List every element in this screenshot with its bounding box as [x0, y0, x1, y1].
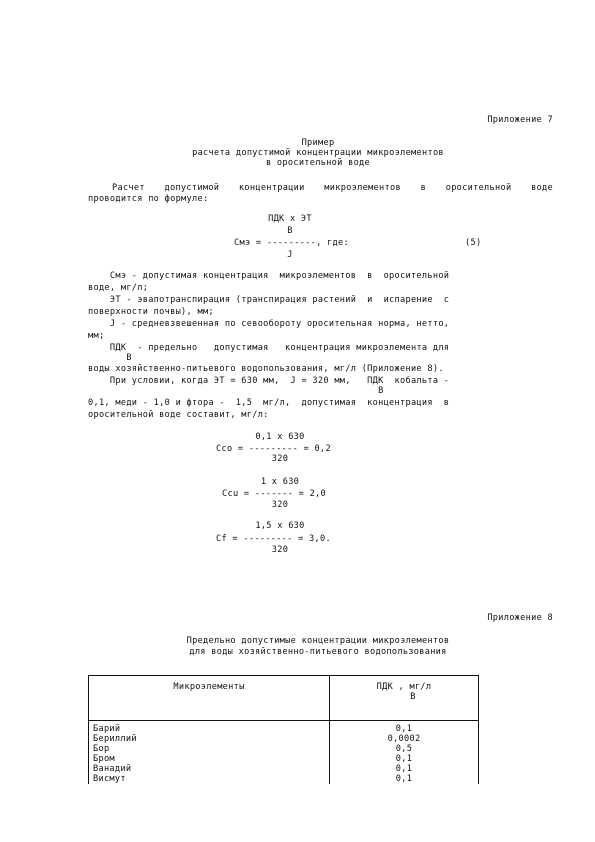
formula-numerator-subscript: В [287, 226, 293, 236]
appendix-7-label: Приложение 7 [487, 115, 553, 125]
definition-line: ПДК - предельно допустимая концентрация микроэлемента для [88, 343, 450, 353]
definition-line: Смэ - допустимая концентрация микроэлементов в оросительной [88, 271, 450, 281]
value-cell: 0,1 [330, 764, 479, 774]
definition-line: При условии, когда ЭТ = 630 мм, J = 320 мм, ПДК кобальта - [88, 376, 450, 386]
table-row [89, 734, 479, 744]
formula-number: (5) [465, 238, 482, 248]
value-cell: 0,1 [330, 754, 479, 764]
table-header-row [89, 676, 479, 721]
definition-line: воды хозяйственно-питьевого водопользования, мг/л (Приложение 8). [88, 364, 444, 374]
formula-denominator: J [287, 250, 293, 260]
element-cell: Висмут [89, 774, 330, 784]
definition-line: J - средневзвешенная по севообороту оросительная норма, нетто, [88, 319, 450, 329]
intro-paragraph-line-2: проводится по формуле: [88, 194, 209, 204]
formula-numerator: ПДК x ЭТ [268, 214, 312, 224]
calc-fluorine-denominator: 320 [271, 545, 289, 555]
calc-copper-denominator: 320 [271, 500, 289, 510]
definition-line: воде, мг/л; [88, 283, 149, 293]
mpc-table [88, 675, 479, 784]
appendix-7-title-line-2: расчета допустимой концентрации микроэлементов [192, 148, 444, 158]
definition-line-subscript: В [88, 353, 132, 363]
calc-cobalt-denominator: 320 [271, 454, 289, 464]
appendix-8-title-line-2: для воды хозяйственно-питьевого водопользования [189, 647, 447, 657]
col-header-mpc-subscript: В [410, 692, 416, 702]
definition-line: ЭТ - эвапотранспирация (транспирация растений и испарение с [88, 295, 450, 305]
definition-line: мм; [88, 331, 105, 341]
definition-line: поверхности почвы), мм; [88, 307, 214, 317]
element-cell: Бром [89, 754, 330, 764]
table-row [89, 764, 479, 774]
element-cell: Бериллий [89, 734, 330, 744]
value-cell: 0,1 [330, 721, 479, 735]
definition-line: оросительной воде составит, мг/л: [88, 410, 269, 420]
calc-cobalt-numerator: 0,1 x 630 [255, 432, 305, 442]
calc-cobalt-line: Cco = --------- = 0,2 [216, 444, 331, 454]
element-cell: Бор [89, 744, 330, 754]
col-header-mpc [330, 676, 479, 721]
col-header-mpc-label: ПДК , мг/л [376, 682, 432, 692]
intro-paragraph-line-1: Расчет допустимой концентрации микроэлементов в оросительной воде [112, 183, 553, 193]
table-row [89, 754, 479, 764]
value-cell: 0,0002 [330, 734, 479, 744]
appendix-8-label: Приложение 8 [487, 613, 553, 623]
table-row [89, 721, 479, 735]
appendix-8-title-line-1: Предельно допустимые концентрации микроэлементов [186, 636, 450, 646]
element-cell: Барий [89, 721, 330, 735]
table-row [89, 744, 479, 754]
definition-line-subscript: В [88, 386, 384, 396]
element-cell: Ванадий [89, 764, 330, 774]
calc-fluorine-line: Cf = --------- = 3,0. [216, 534, 331, 544]
calc-fluorine-numerator: 1,5 x 630 [255, 521, 305, 531]
table-row [89, 774, 479, 784]
definition-line: 0,1, меди - 1,0 и фтора - 1,5 мг/л, допустимая концентрация в [88, 398, 450, 408]
calc-copper-numerator: 1 x 630 [260, 477, 300, 487]
formula-main-line: Смэ = ---------, где: [234, 238, 349, 248]
appendix-7-title-line-1: Пример [301, 138, 335, 148]
value-cell: 0,1 [330, 774, 479, 784]
appendix-7-title-line-3: в оросительной воде [265, 158, 370, 168]
col-header-elements: Микроэлементы [89, 676, 330, 721]
calc-copper-line: Ccu = ------- = 2,0 [222, 489, 327, 499]
value-cell: 0,5 [330, 744, 479, 754]
